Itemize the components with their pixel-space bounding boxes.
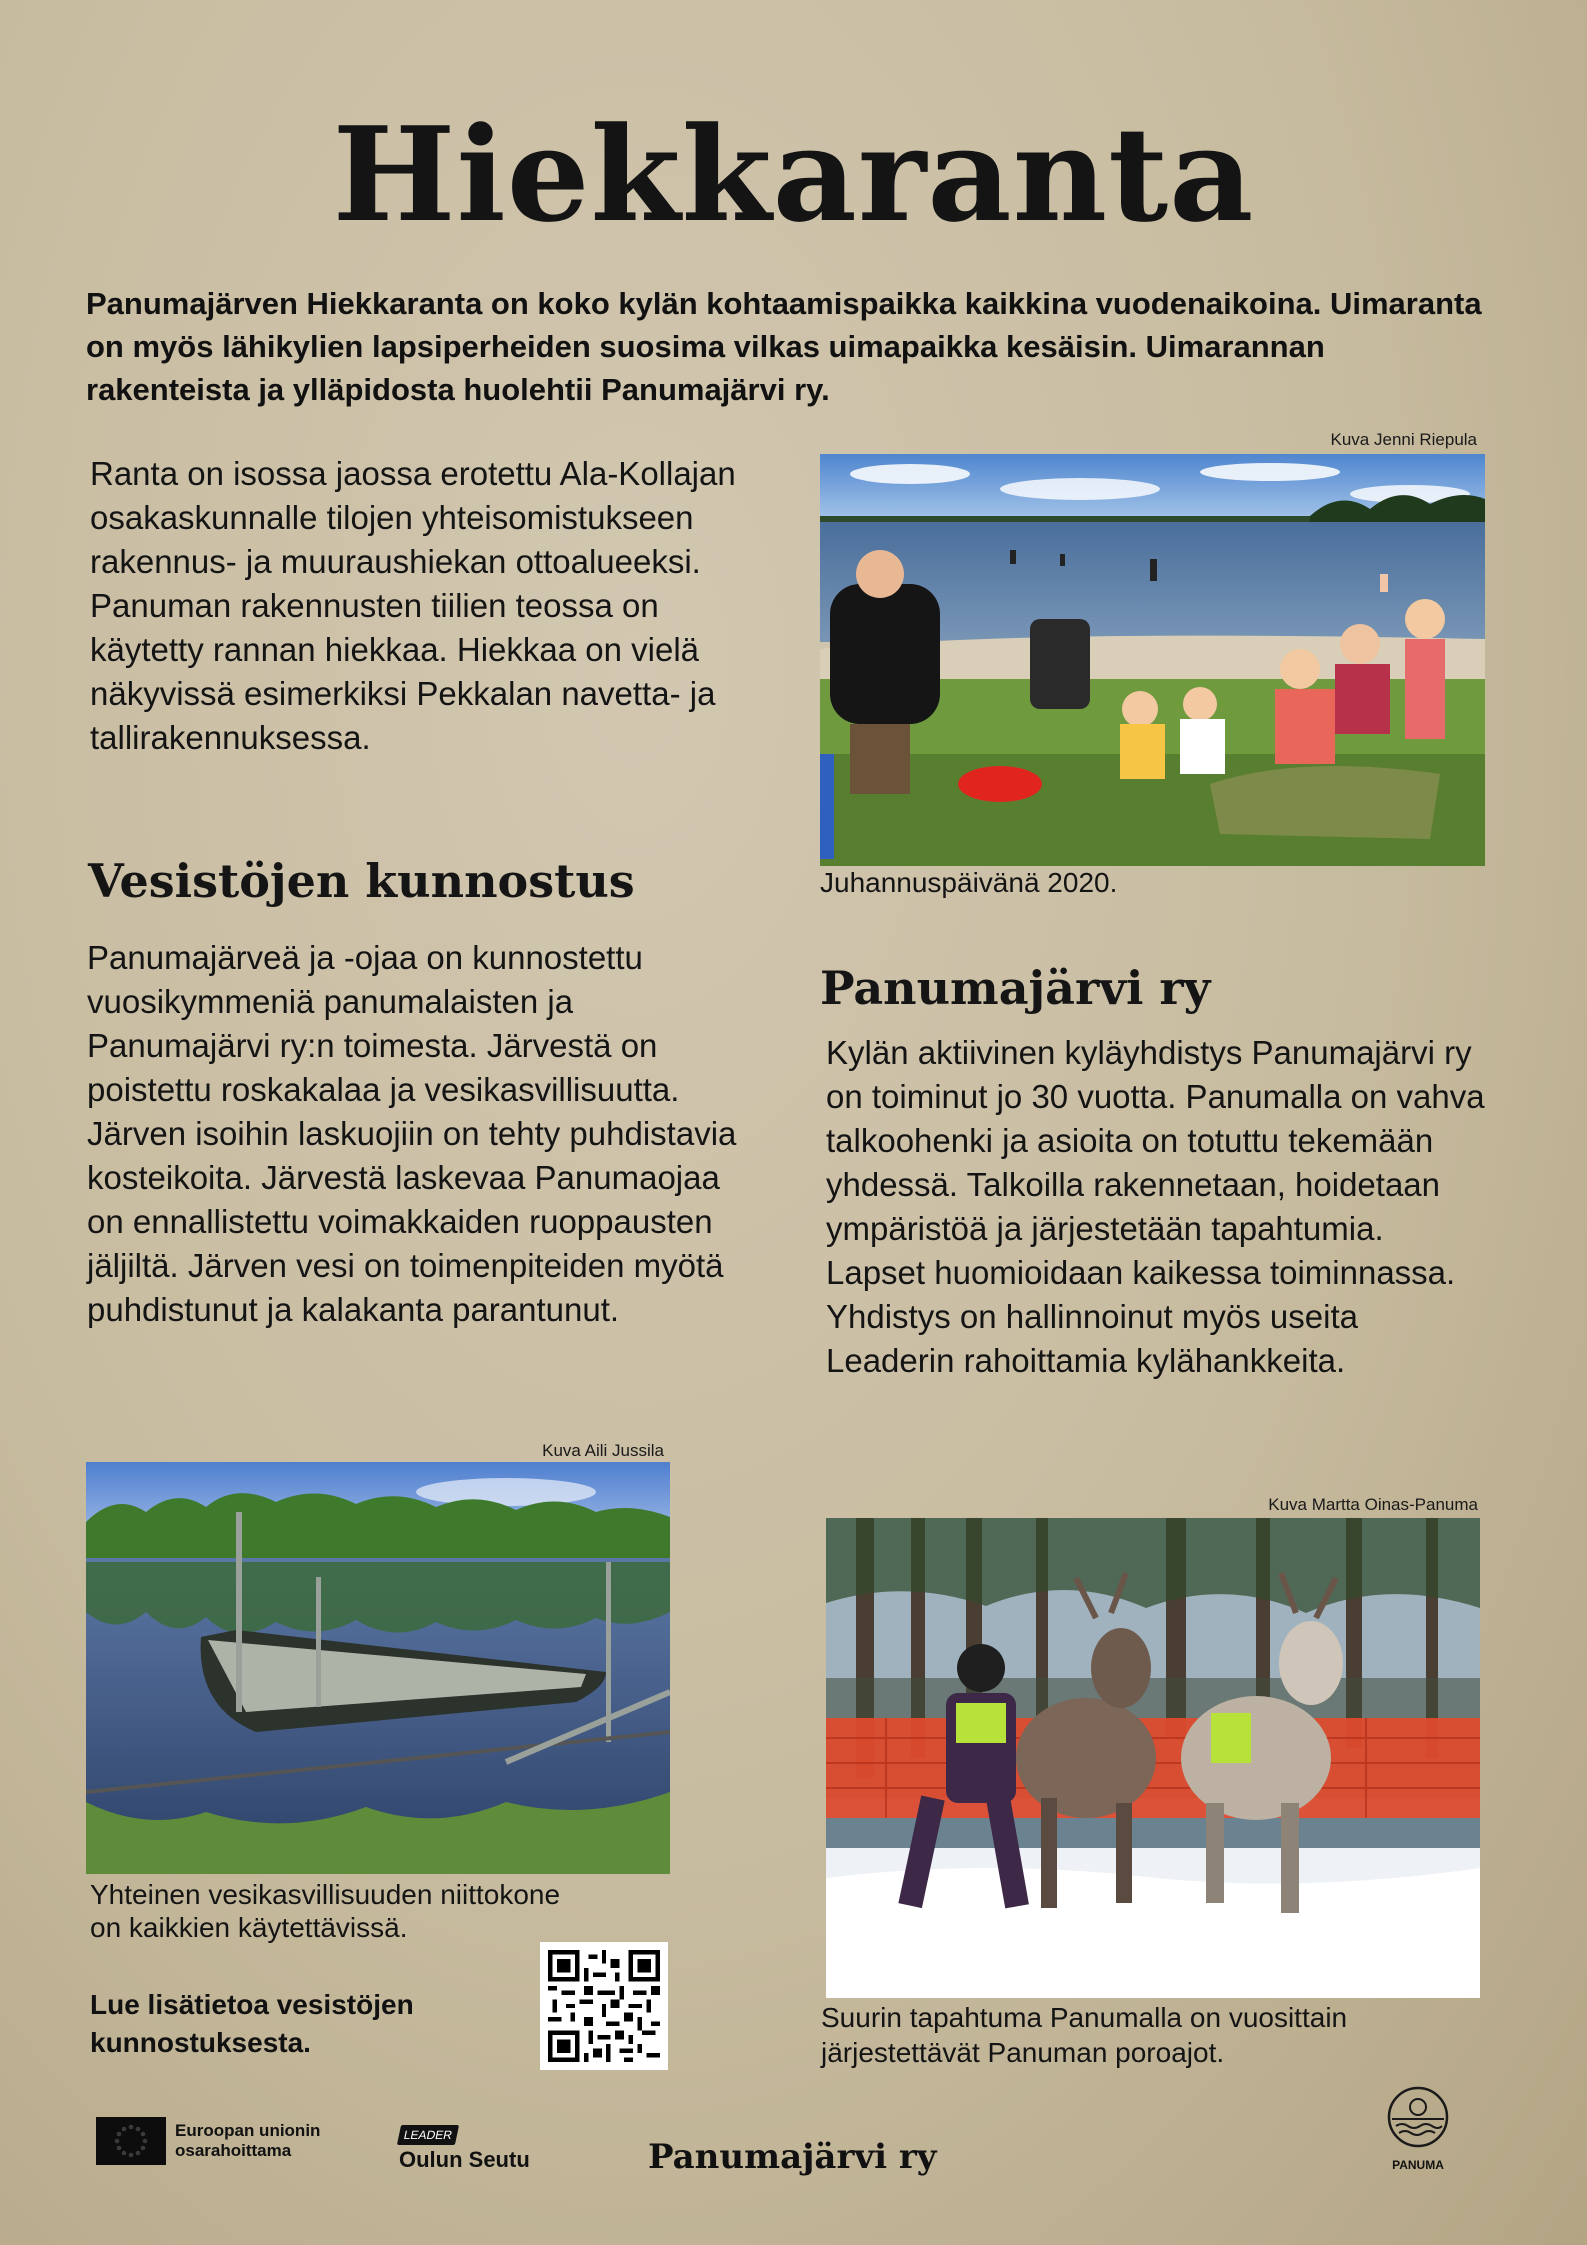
beach-photo xyxy=(820,454,1485,866)
waters-photo xyxy=(86,1462,670,1874)
waters-photo-credit: Kuva Aili Jussila xyxy=(542,1441,664,1460)
more-info-line1: Lue lisätietoa vesistöjen xyxy=(90,1989,414,2020)
footer-association-name: Panumajärvi ry xyxy=(648,2137,937,2177)
association-heading: Panumajärvi ry xyxy=(820,961,1211,1015)
qr-code-icon xyxy=(548,1950,660,2062)
reindeer-photo xyxy=(826,1518,1480,1998)
waters-photo-caption-line1: Yhteinen vesikasvillisuuden niittokone xyxy=(90,1879,561,1910)
beach-photo-caption: Juhannuspäivänä 2020. xyxy=(820,867,1118,898)
beach-text: Ranta on isossa jaossa erotettu Ala-Kollajan osakaskunnalle tilojen yhteisomistukseen rakennus- ja muuraushiekan ottoalueeksi. Panuman rakennusten tiilien teossa on käytetty rannan hiekkaa. Hiekkaa on vielä näkyvissä esimerkiksi Pekkalan navetta- ja tallirakennuksessa. xyxy=(90,455,736,756)
eu-stars-icon xyxy=(96,2117,166,2165)
reindeer-photo-caption-line1: Suurin tapahtuma Panumalla on vuosittain xyxy=(821,2002,1348,2033)
beach-photo-credit: Kuva Jenni Riepula xyxy=(1330,430,1477,449)
panuma-logo xyxy=(1386,2085,1450,2149)
eu-text-line1: Euroopan unionin xyxy=(175,2121,321,2140)
oulun-seutu-logo-text: Oulun Seutu xyxy=(399,2147,530,2172)
eu-text-line2: osarahoittama xyxy=(175,2141,292,2160)
more-info-text xyxy=(90,1986,520,2062)
intro-text: Panumajärven Hiekkaranta on koko kylän kohtaamispaikka kaikkina vuodenaikoina. Uimaranta on myös lähikylien lapsiperheiden suosima vilkas uimapaikka kesäisin. Uimarannan rakenteista ja ylläpidosta huolehtii Panumajärvi ry. xyxy=(86,286,1482,407)
qr-code[interactable] xyxy=(540,1942,668,2070)
reindeer-photo-credit: Kuva Martta Oinas-Panuma xyxy=(1268,1495,1478,1514)
eu-text xyxy=(175,2121,375,2161)
reindeer-photo-caption-line2: järjestettävät Panuman poroajot. xyxy=(821,2037,1225,2068)
association-text: Kylän aktiivinen kyläyhdistys Panumajärvi ry on toiminut jo 30 vuotta. Panumalla on vahva talkoohenki ja asioita on totuttu tekemään yhdessä. Talkoilla rakennetaan, hoidetaan ympäristöä ja järjestetään tapahtumia. Lapset huomioidaan kaikessa toiminnassa. Yhdistys on hallinnoinut myös useita Leaderin rahoittamia kylähankkeita. xyxy=(826,1034,1485,1379)
leader-badge: LEADER xyxy=(397,2125,459,2145)
panuma-logo-text: PANUMA xyxy=(1392,2158,1444,2172)
waters-heading: Vesistöjen kunnostus xyxy=(88,854,635,908)
waters-photo-caption-line2: on kaikkien käytettävissä. xyxy=(90,1912,408,1943)
eu-flag-logo xyxy=(96,2117,166,2165)
page-title: Hiekkaranta xyxy=(332,98,1255,251)
panuma-emblem-icon xyxy=(1386,2085,1450,2149)
waters-text: Panumajärveä ja -ojaa on kunnostettu vuosikymmeniä panumalaisten ja Panumajärvi ry:n toimesta. Järvestä on poistettu roskakalaa ja vesikasvillisuutta. Järven isoihin laskuojiin on tehty puhdistavia kosteikoita. Järvestä laskevaa Panumaojaa on ennallistettu voimakkaiden ruoppausten jäljiltä. Järven vesi on toimenpiteiden myötä puhdistunut ja kalakanta parantunut. xyxy=(87,939,737,1328)
more-info-line2: kunnostuksesta. xyxy=(90,2027,311,2058)
